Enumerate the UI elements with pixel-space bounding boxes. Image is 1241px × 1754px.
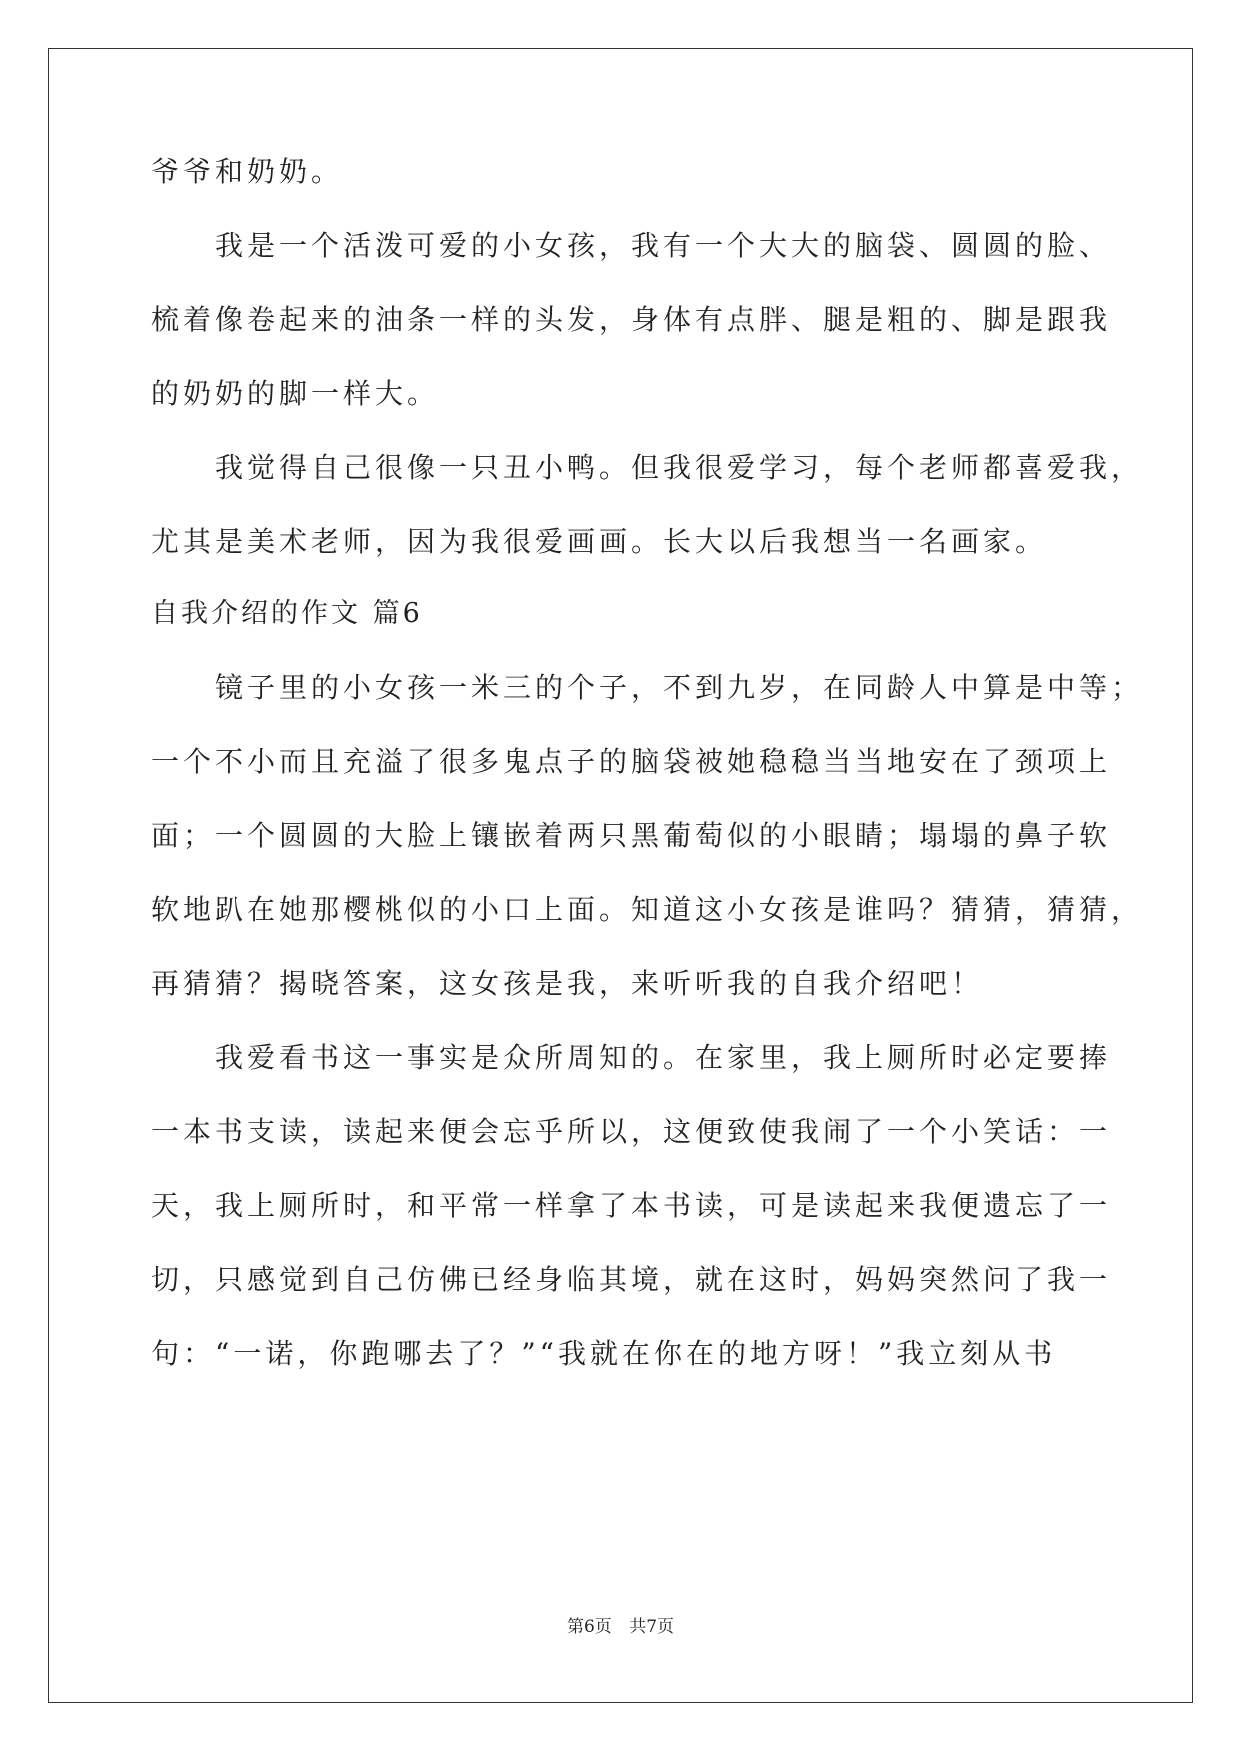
text-line: 爷爷和奶奶。 bbox=[151, 155, 344, 188]
paragraph-start: 我爱看书这一事实是众所周知的。在家里，我上厕所时必定要捧 bbox=[215, 1041, 1112, 1074]
text-line: 梳着像卷起来的油条一样的头发，身体有点胖、腿是粗的、脚是跟我 bbox=[151, 303, 1112, 336]
text-line: 天，我上厕所时，和平常一样拿了本书读，可是读起来我便遗忘了一 bbox=[151, 1189, 1112, 1222]
page-frame bbox=[48, 48, 1193, 1703]
text-line: 面；一个圆圆的大脸上镶嵌着两只黑葡萄似的小眼睛；塌塌的鼻子软 bbox=[151, 819, 1112, 852]
text-line: 一本书支读，读起来便会忘乎所以，这便致使我闹了一个小笑话：一 bbox=[151, 1115, 1112, 1148]
section-heading: 自我介绍的作文 篇6 bbox=[151, 598, 423, 629]
text-line: 的奶奶的脚一样大。 bbox=[151, 377, 440, 410]
text-line: 再猜猜？揭晓答案，这女孩是我，来听听我的自我介绍吧！ bbox=[151, 967, 984, 1000]
text-line: 句：“一诺，你跑哪去了？”“我就在你在的地方呀！”我立刻从书 bbox=[151, 1337, 1057, 1370]
text-line: 尤其是美术老师，因为我很爱画画。长大以后我想当一名画家。 bbox=[151, 525, 1048, 558]
page-number: 第6页 bbox=[566, 1617, 612, 1637]
text-line: 一个不小而且充溢了很多鬼点子的脑袋被她稳稳当当地安在了颈项上 bbox=[151, 745, 1112, 778]
page-footer bbox=[0, 1612, 1241, 1637]
paragraph-start: 镜子里的小女孩一米三的个子，不到九岁，在同龄人中算是中等； bbox=[215, 671, 1144, 704]
text-line: 软地趴在她那樱桃似的小口上面。知道这小女孩是谁吗？猜猜，猜猜， bbox=[151, 893, 1144, 926]
paragraph-start: 我觉得自己很像一只丑小鸭。但我很爱学习，每个老师都喜爱我， bbox=[215, 451, 1144, 484]
text-line: 切，只感觉到自己仿佛已经身临其境，就在这时，妈妈突然问了我一 bbox=[151, 1263, 1112, 1296]
page-total: 共7页 bbox=[629, 1617, 675, 1637]
paragraph-start: 我是一个活泼可爱的小女孩，我有一个大大的脑袋、圆圆的脸、 bbox=[215, 229, 1112, 262]
